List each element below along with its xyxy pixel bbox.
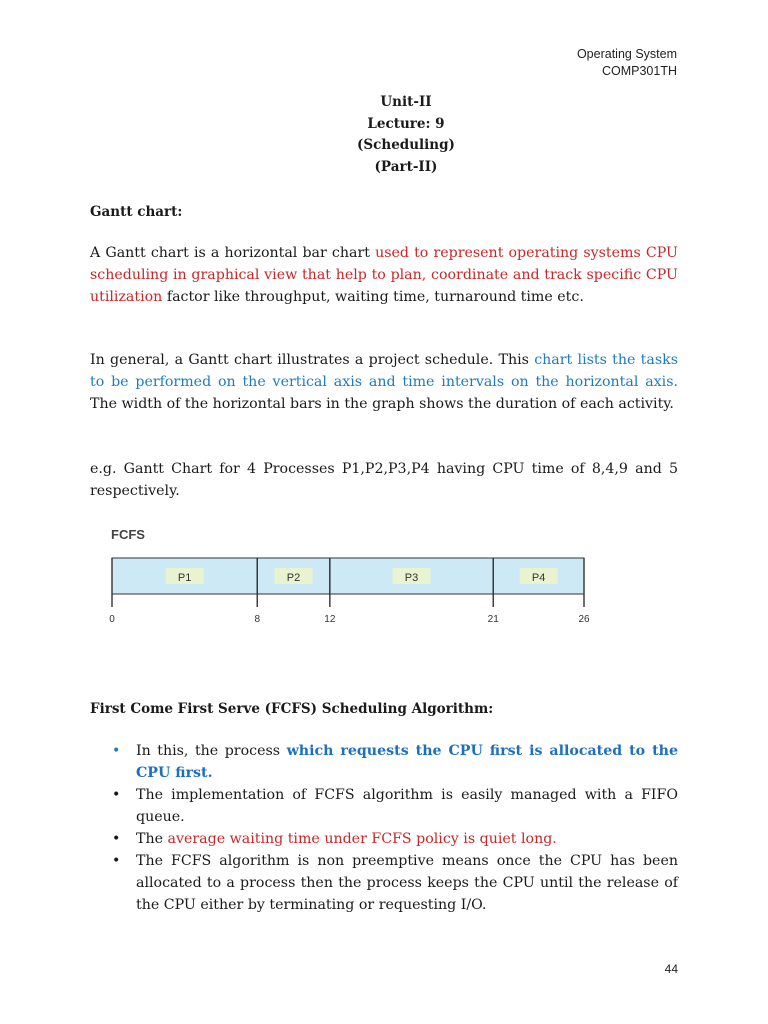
gantt-bar-label: P2	[286, 572, 301, 584]
unit-title: Unit-II	[380, 94, 432, 110]
bullet-dot: •	[112, 787, 121, 803]
bullet-item	[90, 850, 678, 916]
page-header	[577, 46, 677, 80]
text-span: The	[136, 831, 168, 847]
bullet-item	[90, 784, 678, 828]
gantt-chart	[104, 520, 604, 630]
gantt-tick-label: 12	[324, 614, 336, 625]
lecture-title: Lecture: 9	[367, 115, 445, 132]
gantt-heading: Gantt chart:	[90, 204, 183, 220]
gantt-general-paragraph	[90, 349, 678, 415]
highlight-blue: chart lists the tasks to be performed on the vertical axis and time intervals on the horizontal axis.	[90, 352, 678, 390]
topic-title: (Scheduling)	[357, 137, 455, 153]
text-span: The implementation of FCFS algorithm is easily managed with a FIFO queue.	[136, 787, 678, 825]
part-title: (Part-II)	[374, 158, 438, 175]
text-span: A Gantt chart is a horizontal bar chart	[90, 245, 376, 261]
gantt-tick-label: 21	[487, 614, 499, 625]
page-number: 44	[664, 962, 678, 976]
bullet-item	[90, 828, 678, 850]
course-code: COMP301TH	[601, 64, 677, 78]
text-span: In general, a Gantt chart illustrates a project schedule. This	[90, 352, 535, 368]
gantt-bar-label: P1	[177, 572, 192, 584]
bullet-dot: •	[112, 831, 121, 847]
gantt-bar-label: P4	[531, 572, 546, 584]
bullet-dot: •	[112, 743, 121, 759]
example-paragraph: e.g. Gantt Chart for 4 Processes P1,P2,P3,P4 having CPU time of 8,4,9 and 5 respectively.	[90, 461, 678, 499]
text-span: The FCFS algorithm is non preemptive means once the CPU has been allocated to a process then the process keeps the CPU until the release of the CPU either by terminating or requesting I/O.	[136, 853, 678, 913]
gantt-bar-label: P3	[404, 572, 419, 584]
bullet-item	[90, 740, 678, 784]
gantt-tick-label: 0	[109, 614, 115, 625]
highlight-red: average waiting time under FCFS policy is quiet long.	[167, 831, 557, 847]
bullet-dot: •	[112, 853, 121, 869]
course-name: Operating System	[576, 47, 677, 61]
fcfs-bullet-list	[90, 740, 678, 916]
text-span: factor like throughput, waiting time, turnaround time etc.	[162, 289, 584, 305]
text-span: In this, the process	[136, 743, 287, 759]
gantt-definition-paragraph	[90, 242, 678, 308]
lecture-titles	[0, 92, 768, 178]
highlight-red: used to represent operating systems CPU scheduling in graphical view that help to plan, coordinate and track specific CPU utilization	[90, 245, 678, 305]
gantt-tick-label: 8	[254, 614, 261, 625]
fcfs-heading: First Come First Serve (FCFS) Scheduling Algorithm:	[90, 701, 494, 717]
highlight-blue-bold: which requests the CPU first is allocated to the CPU first.	[136, 743, 678, 781]
text-span: The width of the horizontal bars in the graph shows the duration of each activity.	[90, 396, 674, 412]
chart-title: FCFS	[111, 527, 145, 542]
gantt-tick-label: 26	[578, 614, 590, 625]
